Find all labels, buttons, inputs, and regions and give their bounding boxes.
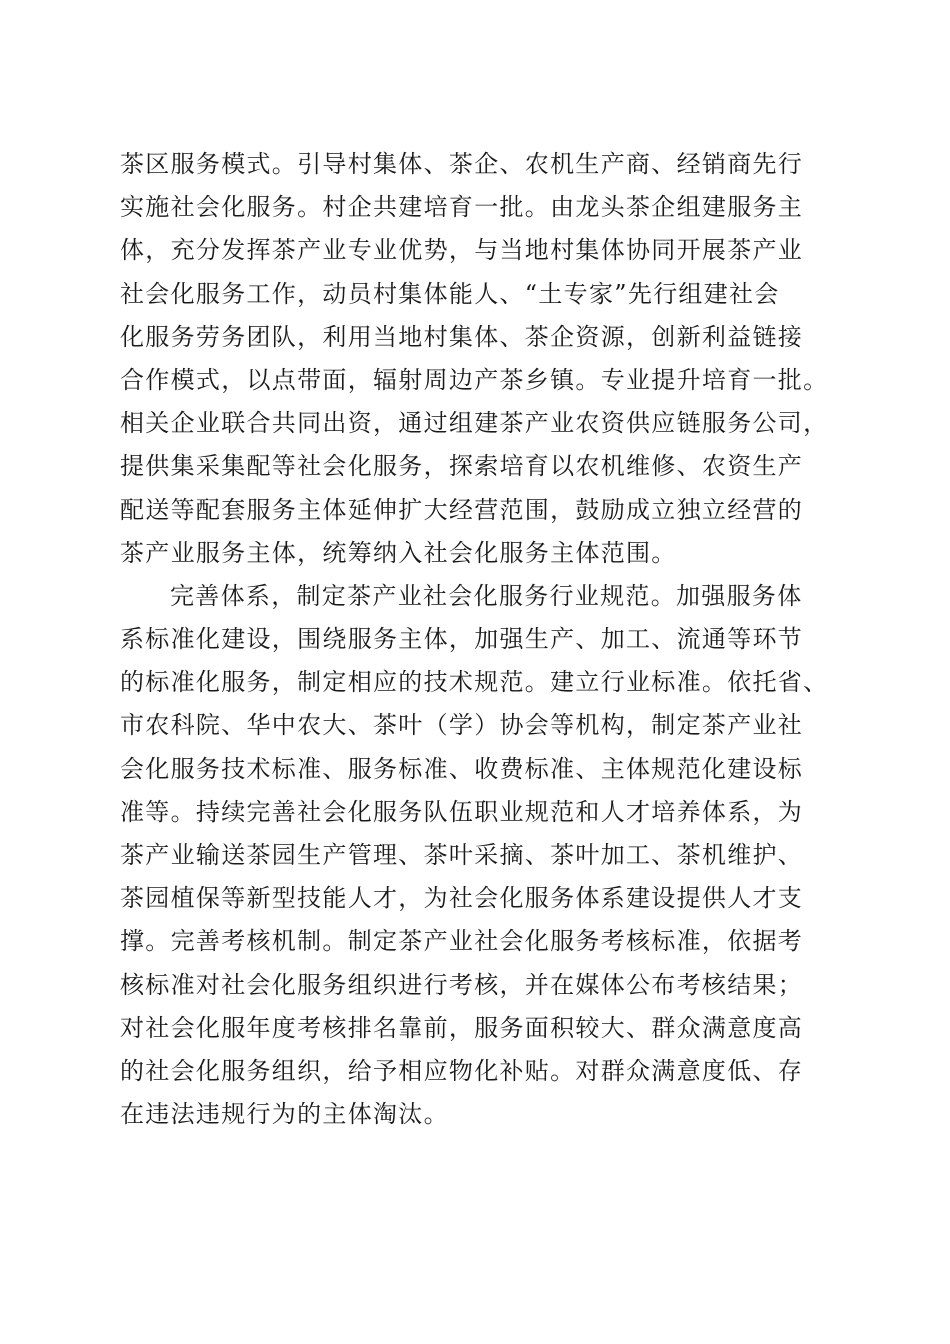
- paragraph-line: 茶产业服务主体，统筹纳入社会化服务主体范围。: [120, 538, 677, 567]
- paragraph-line: 体，充分发挥茶产业专业优势，与当地村集体协同开展茶产业: [120, 236, 804, 265]
- paragraph-line: 核标准对社会化服务组织进行考核，并在媒体公布考核结果；: [120, 970, 804, 999]
- paragraph-line: 的标准化服务，制定相应的技术规范。建立行业标准。依托省、: [120, 668, 829, 697]
- paragraph-line: 市农科院、华中农大、茶叶（学）协会等机构，制定茶产业社: [120, 711, 804, 740]
- paragraph-line: 实施社会化服务。村企共建培育一批。由龙头茶企组建服务主: [120, 193, 804, 222]
- paragraph-line: 化服务劳务团队，利用当地村集体、茶企资源，创新利益链接: [120, 322, 804, 351]
- paragraph-line: 完善体系，制定茶产业社会化服务行业规范。加强服务体: [170, 581, 803, 610]
- paragraph-line: 茶区服务模式。引导村集体、茶企、农机生产商、经销商先行: [120, 150, 804, 178]
- paragraph-line: 提供集采集配等社会化服务，探索培育以农机维修、农资生产: [120, 452, 804, 481]
- paragraph-line: 配送等配套服务主体延伸扩大经营范围，鼓励成立独立经营的: [120, 495, 804, 524]
- document-body: [120, 143, 850, 1136]
- paragraph-line: 系标准化建设，围绕服务主体，加强生产、加工、流通等环节: [120, 625, 804, 654]
- paragraph-line: 相关企业联合共同出资，通过组建茶产业农资供应链服务公司，: [120, 409, 829, 438]
- paragraph-line: 对社会化服年度考核排名靠前，服务面积较大、群众满意度高: [120, 1013, 804, 1042]
- paragraph-line: 撑。完善考核机制。制定茶产业社会化服务考核标准，依据考: [120, 927, 804, 956]
- paragraph-line: 会化服务技术标准、服务标准、收费标准、主体规范化建设标: [120, 754, 804, 783]
- paragraph-line: 茶产业输送茶园生产管理、茶叶采摘、茶叶加工、茶机维护、: [120, 841, 804, 869]
- paragraph-2: [120, 575, 850, 1136]
- paragraph-line: 茶园植保等新型技能人才，为社会化服务体系建设提供人才支: [120, 884, 804, 913]
- paragraph-line: 的社会化服务组织，给予相应物化补贴。对群众满意度低、存: [120, 1056, 804, 1085]
- paragraph-line: 社会化服务工作，动员村集体能人、“土专家”先行组建社会: [120, 279, 780, 308]
- paragraph-line: 在违法违规行为的主体淘汰。: [120, 1100, 449, 1129]
- paragraph-line: 准等。持续完善社会化服务队伍职业规范和人才培养体系，为: [120, 797, 804, 826]
- paragraph-line: 合作模式，以点带面，辐射周边产茶乡镇。专业提升培育一批。: [120, 365, 829, 394]
- paragraph-1: [120, 143, 850, 575]
